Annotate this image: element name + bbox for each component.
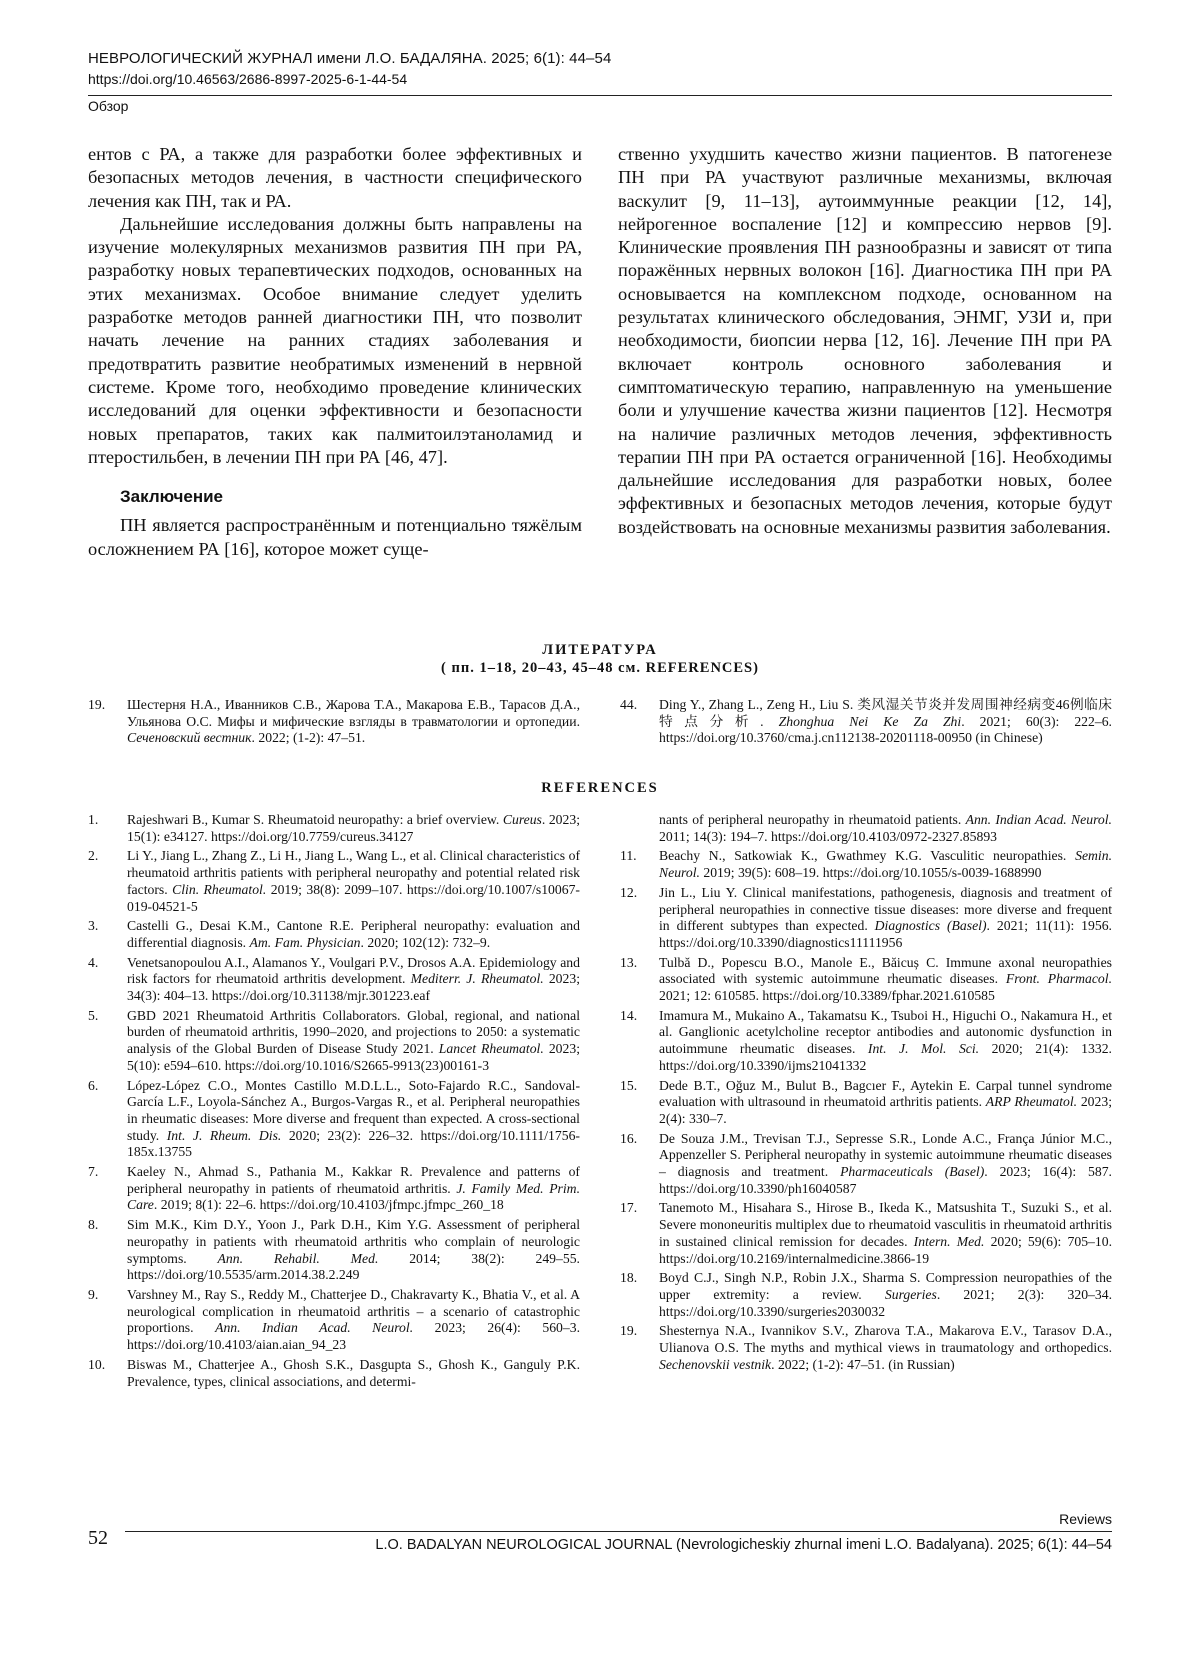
body-paragraph: Дальнейшие исследования должны быть направлены на изучение молекулярных механизмов развития ПН при РА, разработку новых терапевтических подходов, основанных на этих механизмах. Особое внимание следует уделить разработке методов ранней диагностики ПН, что позволит начать лечение на ранних стадиях заболевания и предотвратить развитие необратимых изменений в нервной системе. Кроме того, необходимо проведение клинических исследований для оценки эффективности и безопасности новых препаратов, таких как палмитоилэтаноламид и птеростильбен, в лечении ПН при РА [46, 47]. bbox=[88, 213, 582, 467]
reference-journal: Am. Fam. Physician bbox=[249, 934, 361, 950]
reference-number: 15. bbox=[620, 1077, 638, 1093]
reference-journal: Ann. Indian Acad. Neurol. bbox=[215, 1320, 414, 1336]
reference-text: Beachy N., Satkowiak K., Gwathmey K.G. Vasculitic neuropathies. bbox=[659, 848, 1076, 864]
reference-journal: Mediterr. J. Rheumatol. bbox=[410, 971, 544, 987]
reference-item bbox=[88, 1164, 580, 1214]
reference-number: 1. bbox=[88, 812, 99, 827]
reference-number: 44. bbox=[620, 697, 638, 712]
reference-details: . 2022; (1-2): 47–51. (in Russian) bbox=[771, 1356, 955, 1372]
references-title: REFERENCES bbox=[541, 780, 659, 796]
reference-details: . 2023; 16(4): 587. https://doi.org/10.3390/ph16040587 bbox=[659, 1164, 1112, 1196]
reference-journal: Semin. Neurol. bbox=[659, 848, 1112, 881]
reference-number: 11. bbox=[620, 848, 637, 864]
reference-number: 18. bbox=[620, 1270, 638, 1286]
reference-item bbox=[88, 955, 580, 1005]
reference-details: 2011; 14(3): 194–7. https://doi.org/10.4103/0972-2327.85893 bbox=[659, 828, 998, 844]
reference-text: nants of peripheral neuropathy in rheumatoid patients. bbox=[659, 812, 966, 827]
reference-text: De Souza J.M., Trevisan T.J., Sepresse S.R., Londe A.C., França Júnior M.C., Appenzeller S. Peripheral neuropathy in systemic autoimmune rheumatic diseases – diagnosis and treatment. bbox=[659, 1130, 1112, 1180]
reference-journal: Int. J. Rheum. Dis. bbox=[166, 1127, 282, 1143]
reference-number: 17. bbox=[620, 1200, 638, 1216]
reference-number: 19. bbox=[88, 697, 106, 712]
reference-item bbox=[620, 1200, 1112, 1267]
reference-text: Varshney M., Ray S., Reddy M., Chatterjee D., Chakravarty K., Bhatia V., et al. A neurological complication in rheumatoid arthritis – a scenario of catastrophic proportions. bbox=[127, 1286, 580, 1336]
reference-text: Sim M.K., Kim D.Y., Yoon J., Park D.H., Kim Y.G. Assessment of peripheral neuropathy in patients with rheumatoid arthritis who complain of neurologic symptoms. bbox=[127, 1217, 580, 1266]
reference-number: 3. bbox=[88, 918, 99, 934]
reference-number: 8. bbox=[88, 1217, 99, 1233]
references-column-right bbox=[620, 812, 1112, 1377]
reference-number: 9. bbox=[88, 1286, 99, 1302]
reference-details: 2023; 34(3): 404–13. https://doi.org/10.31138/mjr.301223.eaf bbox=[127, 971, 580, 1004]
footer-journal: L.O. BADALYAN NEUROLOGICAL JOURNAL (Nevrologicheskiy zhurnal imeni L.O. Badalyana). 2025; 6(1): 44–54 bbox=[375, 1537, 1112, 1553]
reference-item bbox=[620, 955, 1112, 1005]
reference-text: López-López C.O., Montes Castillo M.D.L.L., Soto-Fajardo R.C., Sandoval-García L.F., Loyola-Sánchez A., Burgos-Vargas R., et al. Peripheral neuropathies in rheumatic diseases: More diverse and frequent than expected. A cross-sectional study. bbox=[127, 1077, 580, 1143]
literature-title: ЛИТЕРАТУРА bbox=[542, 642, 658, 658]
reference-details: . 2022; (1-2): 47–51. bbox=[251, 730, 366, 746]
reference-text: Шестерня Н.А., Иванников С.В., Жарова Т.А., Макарова Е.В., Тарасов Д.А., Ульянова О.С. Мифы и мифические взгляды в травматологии и ортопедии. bbox=[127, 697, 580, 729]
header-doi: https://doi.org/10.46563/2686-8997-2025-6-1-44-54 bbox=[88, 71, 408, 87]
reference-number: 5. bbox=[88, 1007, 99, 1023]
body-column-right bbox=[618, 143, 1112, 539]
reference-journal: J. Family Med. Prim. Care bbox=[127, 1180, 580, 1213]
reference-item bbox=[620, 1008, 1112, 1075]
reference-item bbox=[88, 1357, 580, 1390]
reference-item bbox=[88, 697, 580, 747]
body-column-left bbox=[88, 143, 582, 561]
reference-details: . 2021; 60(3): 222–6. https://doi.org/10.3760/cma.j.cn112138-20201118-00950 (in Chinese) bbox=[659, 713, 1112, 746]
body-paragraph: ПН является распространённым и потенциально тяжёлым осложнением РА [16], которое может суще- bbox=[88, 515, 582, 559]
reference-item bbox=[88, 1217, 580, 1284]
reference-text: Tanemoto M., Hisahara S., Hirose B., Ikeda K., Matsushita T., Suzuki S., et al. Severe mononeuritis multiplex due to rheumatoid vasculitis in rheumatoid arthritis in sustained clinical remission for decades. bbox=[659, 1200, 1112, 1249]
literature-column-left bbox=[88, 697, 580, 750]
reference-item bbox=[88, 812, 580, 845]
reference-item bbox=[620, 1078, 1112, 1128]
reference-text: Venetsanopoulou A.I., Alamanos Y., Voulgari P.V., Drosos A.A. Epidemiology and risk factors for rheumatoid arthritis development. bbox=[127, 954, 580, 987]
literature-column-right bbox=[620, 697, 1112, 750]
header-divider bbox=[88, 95, 1112, 96]
footer-divider bbox=[125, 1531, 1112, 1532]
reference-details: . 2023; 15(1): e34127. https://doi.org/10.7759/cureus.34127 bbox=[127, 812, 580, 844]
literature-subtitle: ( пп. 1–18, 20–43, 45–48 см. REFERENCES) bbox=[441, 660, 759, 676]
reference-journal: Surgeries bbox=[884, 1286, 937, 1302]
reference-number: 6. bbox=[88, 1077, 99, 1093]
reference-item bbox=[88, 1287, 580, 1354]
reference-details: 2020; 21(4): 1332. https://doi.org/10.3390/ijms21041332 bbox=[659, 1041, 1112, 1073]
reference-text: Castelli G., Desai K.M., Cantone R.E. Peripheral neuropathy: evaluation and differential diagnosis. bbox=[127, 918, 580, 950]
reference-journal: Diagnostics (Basel) bbox=[874, 918, 987, 934]
reference-number: 12. bbox=[620, 884, 638, 900]
reference-details: 2019; 38(8): 2099–107. https://doi.org/10.1007/s10067-019-04521-5 bbox=[127, 881, 580, 914]
reference-journal: Sechenovskii vestnik bbox=[659, 1356, 772, 1372]
reference-details: . 2021; 11(11): 1956. https://doi.org/10.3390/diagnostics11111956 bbox=[659, 918, 1112, 950]
body-paragraph: ственно ухудшить качество жизни пациентов. В патогенезе ПН при РА участвуют различные механизмы, включая васкулит [9, 11–13], аутоиммунные реакции [12, 14], нейрогенное воспаление [12] и компрессию нервов [9]. Клинические проявления ПН разнообразны и зависят от типа поражённых нервных волокон [16]. Диагностика ПН при РА основывается на комплексном подходе, основанном на результатах клинического обследования, ЭНМГ, УЗИ и, при необходимости, биопсии нерва [12, 16]. Лечение ПН при РА включает контроль основного заболевания и симптоматическую терапию, направленную на уменьшение боли и улучшение качества жизни пациентов [12]. Несмотря на наличие различных методов лечения, эффективность терапии ПН при РА остается ограниченной [16]. Необходимы дальнейшие исследования для разработки новых, более эффективных и безопасных методов лечения, которые будут воздействовать на основные механизмы развития заболевания. bbox=[618, 144, 1112, 537]
section-label: Обзор bbox=[88, 98, 129, 114]
reference-item bbox=[620, 1131, 1112, 1198]
reference-text: Li Y., Jiang L., Zhang Z., Li H., Jiang L., Wang L., et al. Clinical characteristics of rheumatoid arthritis patients with peripheral neuropathy and potential related risk factors. bbox=[127, 848, 580, 897]
reference-journal: Lancet Rheumatol. bbox=[438, 1041, 544, 1057]
reference-details: 2020; 23(2): 226–32. https://doi.org/10.1111/1756-185x.13755 bbox=[127, 1127, 580, 1160]
reference-item bbox=[620, 1270, 1112, 1320]
reference-details: 2023; 5(10): e594–610. https://doi.org/10.1016/S2665-9913(23)00161-3 bbox=[127, 1041, 580, 1073]
reference-journal: Pharmaceuticals (Basel) bbox=[840, 1164, 985, 1180]
body-paragraph: ентов с РА, а также для разработки более эффективных и безопасных методов лечения, в частности специфического лечения как ПН, так и РА. bbox=[88, 144, 582, 211]
reference-item bbox=[620, 1323, 1112, 1373]
reference-journal: ARP Rheumatol. bbox=[985, 1094, 1078, 1110]
reference-item bbox=[620, 848, 1112, 881]
reference-details: 2014; 38(2): 249–55. https://doi.org/10.5535/arm.2014.38.2.249 bbox=[127, 1250, 580, 1283]
reference-details: . 2019; 8(1): 22–6. https://doi.org/10.4103/jfmpc.jfmpc_260_18 bbox=[153, 1197, 504, 1213]
reference-item bbox=[88, 848, 580, 915]
reference-text: Kaeley N., Ahmad S., Pathania M., Kakkar R. Prevalence and patterns of peripheral neuropathy in patients of rheumatoid arthritis. bbox=[127, 1164, 580, 1196]
reference-number: 13. bbox=[620, 954, 638, 970]
reference-text: Boyd C.J., Singh N.P., Robin J.X., Sharma S. Compression neuropathies of the upper extremity: a review. bbox=[659, 1270, 1112, 1302]
reference-details: 2020; 59(6): 705–10. https://doi.org/10.2169/internalmedicine.3866-19 bbox=[659, 1233, 1112, 1266]
reference-journal: Int. J. Mol. Sci. bbox=[867, 1041, 980, 1057]
reference-details: 2023; 2(4): 330–7. bbox=[659, 1094, 1113, 1126]
reference-journal: Сеченовский вестник bbox=[127, 730, 252, 746]
conclusion-heading: Заключение bbox=[120, 487, 223, 507]
reference-number: 7. bbox=[88, 1164, 99, 1180]
reference-journal: Clin. Rheumatol. bbox=[172, 881, 267, 897]
reference-journal: Ann. Indian Acad. Neurol. bbox=[965, 812, 1112, 827]
reference-number: 2. bbox=[88, 848, 99, 864]
reference-number: 19. bbox=[620, 1323, 638, 1339]
reference-number: 10. bbox=[88, 1356, 106, 1372]
reference-number: 14. bbox=[620, 1007, 638, 1023]
reference-item bbox=[620, 697, 1112, 747]
reference-text: Jin L., Liu Y. Clinical manifestations, pathogenesis, diagnosis and treatment of peripheral neuropathies in connective tissue diseases: more diverse and frequent in different subtypes than expected. bbox=[659, 884, 1112, 934]
reference-item bbox=[620, 885, 1112, 952]
reference-text: Tulbă D., Popescu B.O., Manole E., Băicuș C. Immune axonal neuropathies associated with systemic autoimmune rheumatic diseases. bbox=[659, 954, 1112, 987]
reference-text: Imamura M., Mukaino A., Takamatsu K., Tsuboi H., Higuchi O., Nakamura H., et al. Ganglionic acetylcholine receptor antibodies and autonomic dysfunction in autoimmune rheumatic diseases. bbox=[659, 1007, 1112, 1057]
footer-section-label: Reviews bbox=[1059, 1511, 1112, 1527]
reference-item bbox=[88, 918, 580, 951]
reference-journal: Cureus bbox=[502, 812, 542, 827]
reference-details: 2023; 26(4): 560–3. https://doi.org/10.4103/aian.aian_94_23 bbox=[127, 1320, 580, 1353]
reference-journal: Front. Pharmacol. bbox=[1005, 971, 1113, 987]
reference-journal: Ann. Rehabil. Med. bbox=[217, 1250, 379, 1266]
reference-text: Shesternya N.A., Ivannikov S.V., Zharova T.A., Makarova E.V., Tarasov D.A., Ulianova O.S. The myths and mythical views in traumatology and orthopedics. bbox=[659, 1323, 1112, 1356]
references-column-left bbox=[88, 812, 580, 1393]
page-number: 52 bbox=[88, 1527, 108, 1549]
reference-journal: Zhonghua Nei Ke Za Zhi bbox=[778, 713, 962, 729]
reference-details: . 2020; 102(12): 732–9. bbox=[360, 934, 491, 950]
reference-text: GBD 2021 Rheumatoid Arthritis Collaborators. Global, regional, and national burden of rheumatoid arthritis, 1990–2020, and projections to 2050: a systematic analysis of the Global Burden of Disease Study 2021. bbox=[127, 1007, 580, 1057]
reference-continuation bbox=[620, 812, 1112, 845]
reference-journal: Intern. Med. bbox=[913, 1233, 985, 1249]
reference-text: Biswas M., Chatterjee A., Ghosh S.K., Dasgupta S., Ghosh K., Ganguly P.K. Prevalence, types, clinical associations, and determi- bbox=[127, 1356, 580, 1389]
reference-text: Dede B.T., Oğuz M., Bulut B., Bagcıer F., Aytekin E. Carpal tunnel syndrome evaluation with ultrasound in rheumatoid arthritis patients. bbox=[659, 1077, 1112, 1110]
reference-item bbox=[88, 1008, 580, 1075]
reference-item bbox=[88, 1078, 580, 1162]
reference-number: 4. bbox=[88, 954, 99, 970]
journal-header: НЕВРОЛОГИЧЕСКИЙ ЖУРНАЛ имени Л.О. БАДАЛЯНА. 2025; 6(1): 44–54 bbox=[88, 50, 612, 67]
reference-text: Ding Y., Zhang L., Zeng H., Liu S. 类风湿关节炎并发周围神经病变46例临床特点分析. bbox=[659, 697, 1112, 729]
reference-details: 2019; 39(5): 608–19. https://doi.org/10.1055/s-0039-1688990 bbox=[699, 865, 1042, 881]
reference-details: . 2021; 2(3): 320–34. https://doi.org/10.3390/surgeries2030032 bbox=[659, 1286, 1112, 1319]
reference-text: Rajeshwari B., Kumar S. Rheumatoid neuropathy: a brief overview. bbox=[127, 812, 503, 827]
reference-number: 16. bbox=[620, 1130, 638, 1146]
reference-details: 2021; 12: 610585. https://doi.org/10.3389/fphar.2021.610585 bbox=[659, 988, 995, 1004]
